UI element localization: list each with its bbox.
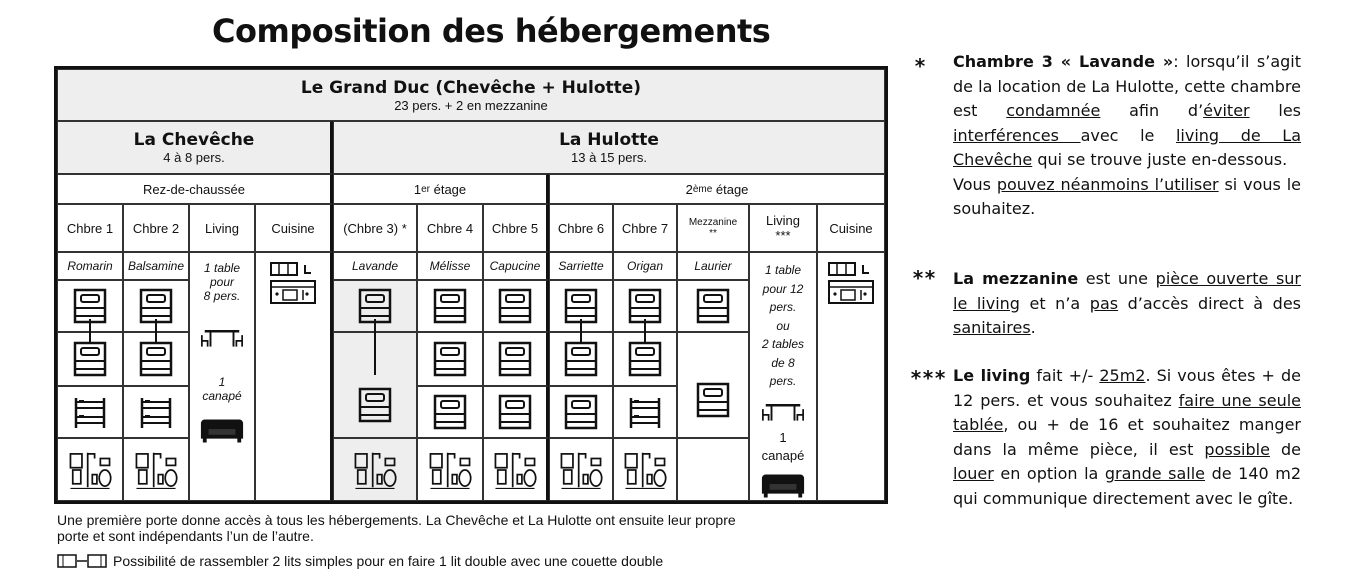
note-text: avec le <box>1080 125 1176 145</box>
bunk-cell <box>57 386 123 438</box>
bathroom-icon <box>492 447 538 493</box>
bed-icon <box>430 286 470 326</box>
room-header-chbre3 <box>333 204 417 252</box>
bed-cell <box>483 386 549 438</box>
room-label: Living <box>205 220 239 236</box>
page-title: Composition des hébergements <box>212 12 771 50</box>
bath-cell <box>333 438 417 501</box>
room-name: Lavande <box>351 259 399 273</box>
bed-cell <box>483 332 549 386</box>
note-text: de <box>1269 439 1301 459</box>
bed-icon <box>625 339 665 379</box>
bed-link-line <box>374 319 376 375</box>
bed-cell <box>549 386 613 438</box>
living-cheveche <box>189 252 255 501</box>
floor-1-number: 1 <box>413 181 422 197</box>
room-label: (Chbre 3) * <box>343 220 407 236</box>
room-note-marker: ** <box>709 228 717 239</box>
note-text: est une <box>1078 269 1156 288</box>
living-text: 2 tables <box>761 337 805 351</box>
note-text: afin d’ <box>1100 101 1204 120</box>
floor-ground <box>57 174 333 204</box>
bathroom-icon <box>67 447 113 493</box>
room-header-cuisine <box>255 204 333 252</box>
bed-icon <box>561 392 601 432</box>
bed-cell <box>417 386 483 438</box>
bed-icon <box>70 339 110 379</box>
bed-cell <box>677 332 749 438</box>
room-label: Chbre 2 <box>132 220 180 236</box>
room-name-sarriette <box>549 252 613 280</box>
dining-table-icon <box>199 325 245 349</box>
kitchen-icon <box>269 259 317 307</box>
room-name-capucine <box>483 252 549 280</box>
bed-icon <box>495 286 535 326</box>
living-text: 1 table <box>203 261 241 275</box>
bathroom-icon <box>558 447 604 493</box>
note-text: louer <box>953 464 994 483</box>
living-text: 1 <box>218 375 226 389</box>
note-text: 25m2 <box>1099 366 1146 385</box>
floor-1-rest: étage <box>429 181 467 197</box>
bath-cell <box>123 438 189 501</box>
accommodation-table <box>54 66 888 504</box>
bed-link-line <box>644 319 646 343</box>
living-text: ou <box>776 318 790 333</box>
note-chambre3 <box>953 50 1301 222</box>
room-label: Living <box>766 213 800 228</box>
room-note-marker: *** <box>775 228 791 243</box>
room-header-chbre2 <box>123 204 189 252</box>
living-text: 1 table <box>764 263 802 277</box>
room-header-mezzanine <box>677 204 749 252</box>
bunk-cell <box>123 386 189 438</box>
living-text: pers. <box>769 374 797 388</box>
room-name-romarin <box>57 252 123 280</box>
hulotte-capacity: 13 à 15 pers. <box>571 150 647 165</box>
room-name: Sarriette <box>558 259 604 273</box>
living-text: de 8 <box>771 355 795 370</box>
room-label: Mezzanine <box>688 217 738 228</box>
note-text: fait +/- <box>1030 366 1100 385</box>
bed-icon <box>495 339 535 379</box>
note-living <box>953 364 1301 511</box>
bunk-bed-icon <box>136 392 176 432</box>
entrance-note-line2: porte et sont indépendants l’un de l’autre. <box>57 528 314 544</box>
bed-cell <box>417 280 483 332</box>
legend <box>57 553 897 569</box>
room-label: Chbre 4 <box>426 220 474 236</box>
room-label: Chbre 1 <box>66 220 114 236</box>
room-name: Origan <box>626 259 664 273</box>
note-text: sanitaires <box>953 318 1031 337</box>
bed-cell <box>483 280 549 332</box>
bed-icon <box>495 392 535 432</box>
note1-marker: * <box>914 54 927 78</box>
room-name-lavande <box>333 252 417 280</box>
kitchen-hulotte <box>817 252 885 501</box>
note-text: pièce ouverte sur le living <box>953 269 1301 313</box>
floor-1 <box>333 174 549 204</box>
grand-duc-name: Le Grand Duc (Chevêche + Hulotte) <box>300 77 642 98</box>
entrance-note-line1: Une première porte donne accès à tous les hébergements. La Chevêche et La Hulotte ont ensuite leur propre <box>57 512 736 528</box>
room-label: Chbre 7 <box>621 220 669 236</box>
bunk-cell <box>613 386 677 438</box>
room-name-balsamine <box>123 252 189 280</box>
floor-2-rest: étage <box>712 181 749 197</box>
living-text: pers. <box>769 300 797 314</box>
room-header-chbre5 <box>483 204 549 252</box>
living-text: canapé <box>761 448 805 463</box>
note-text: possible <box>1204 439 1270 459</box>
room-name-origan <box>613 252 677 280</box>
room-label: Chbre 6 <box>557 220 605 236</box>
legend-text: Possibilité de rassembler 2 lits simples pour en faire 1 lit double avec une couette double <box>113 553 664 569</box>
room-name-melisse <box>417 252 483 280</box>
room-header-chbre7 <box>613 204 677 252</box>
note-text: . Si vous êtes + de 12 pers. et vous souhaitez <box>953 366 1301 410</box>
bed-icon <box>693 286 733 326</box>
bed-icon <box>430 392 470 432</box>
living-text: canapé <box>202 389 242 403</box>
room-header-living <box>189 204 255 252</box>
empty-cell <box>677 438 749 501</box>
hulotte-header <box>333 121 885 174</box>
living-text: 1 <box>779 429 787 445</box>
room-name: Capucine <box>489 259 541 273</box>
floor-1-sup: er <box>421 183 430 195</box>
room-name-laurier <box>677 252 749 280</box>
room-header-cuisine2 <box>817 204 885 252</box>
bunk-bed-icon <box>625 392 665 432</box>
entrance-note <box>57 512 897 544</box>
bathroom-icon <box>427 447 473 493</box>
note-text: de 140 m2 qui communique directement avec le gîte. <box>953 464 1302 508</box>
room-header-chbre1 <box>57 204 123 252</box>
room-name: Balsamine <box>127 259 185 273</box>
bath-cell <box>549 438 613 501</box>
bath-cell <box>417 438 483 501</box>
cheveche-name: La Chevêche <box>133 130 255 150</box>
note-text: grande salle <box>1104 464 1206 483</box>
bed-icon <box>693 380 733 420</box>
cheveche-header <box>57 121 333 174</box>
grand-duc-capacity: 23 pers. + 2 en mezzanine <box>394 97 548 113</box>
note2-marker: ** <box>912 266 937 290</box>
kitchen-icon <box>827 259 875 307</box>
note-text: et n’a <box>1019 293 1090 313</box>
room-label: Cuisine <box>829 220 873 236</box>
room-label: Cuisine <box>271 220 315 236</box>
room-header-living2 <box>749 204 817 252</box>
bed-icon <box>136 339 176 379</box>
room-header-chbre6 <box>549 204 613 252</box>
note-text: éviter <box>1203 101 1250 120</box>
note-text: d’accès direct à des <box>1118 293 1302 313</box>
floor-2-sup: ème <box>692 183 713 195</box>
kitchen-cheveche <box>255 252 333 501</box>
bath-cell <box>613 438 677 501</box>
floor-2 <box>549 174 885 204</box>
room-name: Mélisse <box>429 259 471 273</box>
note-text: : lorsqu’il s’agit de la location de La Hulotte, cette chambre est <box>953 52 1301 120</box>
sofa-icon <box>760 470 806 500</box>
note-text: living de La Chevêche <box>953 125 1302 169</box>
sofa-icon <box>199 415 245 445</box>
note-text: Chambre 3 « Lavande » <box>953 52 1174 71</box>
note-text: condamnée <box>1006 101 1101 120</box>
bathroom-icon <box>622 447 668 493</box>
double-bed-merge-icon <box>57 553 107 569</box>
note-text: faire une seule tablée <box>953 390 1302 434</box>
bed-icon <box>561 339 601 379</box>
bed-link-line <box>580 319 582 343</box>
note-text: si vous le souhaitez. <box>953 174 1301 218</box>
cheveche-capacity: 4 à 8 pers. <box>163 150 225 165</box>
note-text: qui se trouve juste en-dessous. <box>1032 150 1288 169</box>
floor-2-number: 2 <box>685 181 693 197</box>
bathroom-icon <box>352 447 398 493</box>
room-name: Romarin <box>67 259 113 273</box>
room-name: Laurier <box>694 259 732 273</box>
note-text: interférences <box>953 125 1081 145</box>
note-mezzanine <box>953 267 1301 341</box>
note-text: Vous <box>953 174 997 194</box>
bathroom-icon <box>133 447 179 493</box>
note-text: en option la <box>993 464 1105 483</box>
bed-link-line <box>155 319 157 343</box>
bed-link-line <box>89 319 91 343</box>
note-text: pas <box>1089 293 1119 313</box>
note-text: pouvez néanmoins l’utiliser <box>996 174 1219 194</box>
hulotte-name: La Hulotte <box>559 130 659 150</box>
note-text: Le living <box>953 366 1031 385</box>
room-label: Chbre 5 <box>491 220 539 236</box>
bunk-bed-icon <box>70 392 110 432</box>
bed-icon <box>355 385 395 425</box>
living-text: pour <box>209 275 235 289</box>
dining-table-icon <box>760 399 806 423</box>
note-text: , ou + de 16 et souhaitez manger dans la même pièce, il est <box>953 415 1301 459</box>
bed-cell <box>677 280 749 332</box>
bed-icon <box>430 339 470 379</box>
living-text: 8 pers. <box>203 289 241 303</box>
living-hulotte <box>749 252 817 501</box>
note-text: . <box>1030 318 1036 337</box>
bed-cell <box>417 332 483 386</box>
floor-ground-label: Rez-de-chaussée <box>143 181 245 197</box>
living-text: pour 12 <box>762 281 804 296</box>
bath-cell <box>483 438 549 501</box>
bath-cell <box>57 438 123 501</box>
note-text: les <box>1249 101 1302 120</box>
note3-marker: *** <box>910 366 947 390</box>
room-header-chbre4 <box>417 204 483 252</box>
grand-duc-header <box>57 69 885 121</box>
note-text: La mezzanine <box>953 269 1079 288</box>
